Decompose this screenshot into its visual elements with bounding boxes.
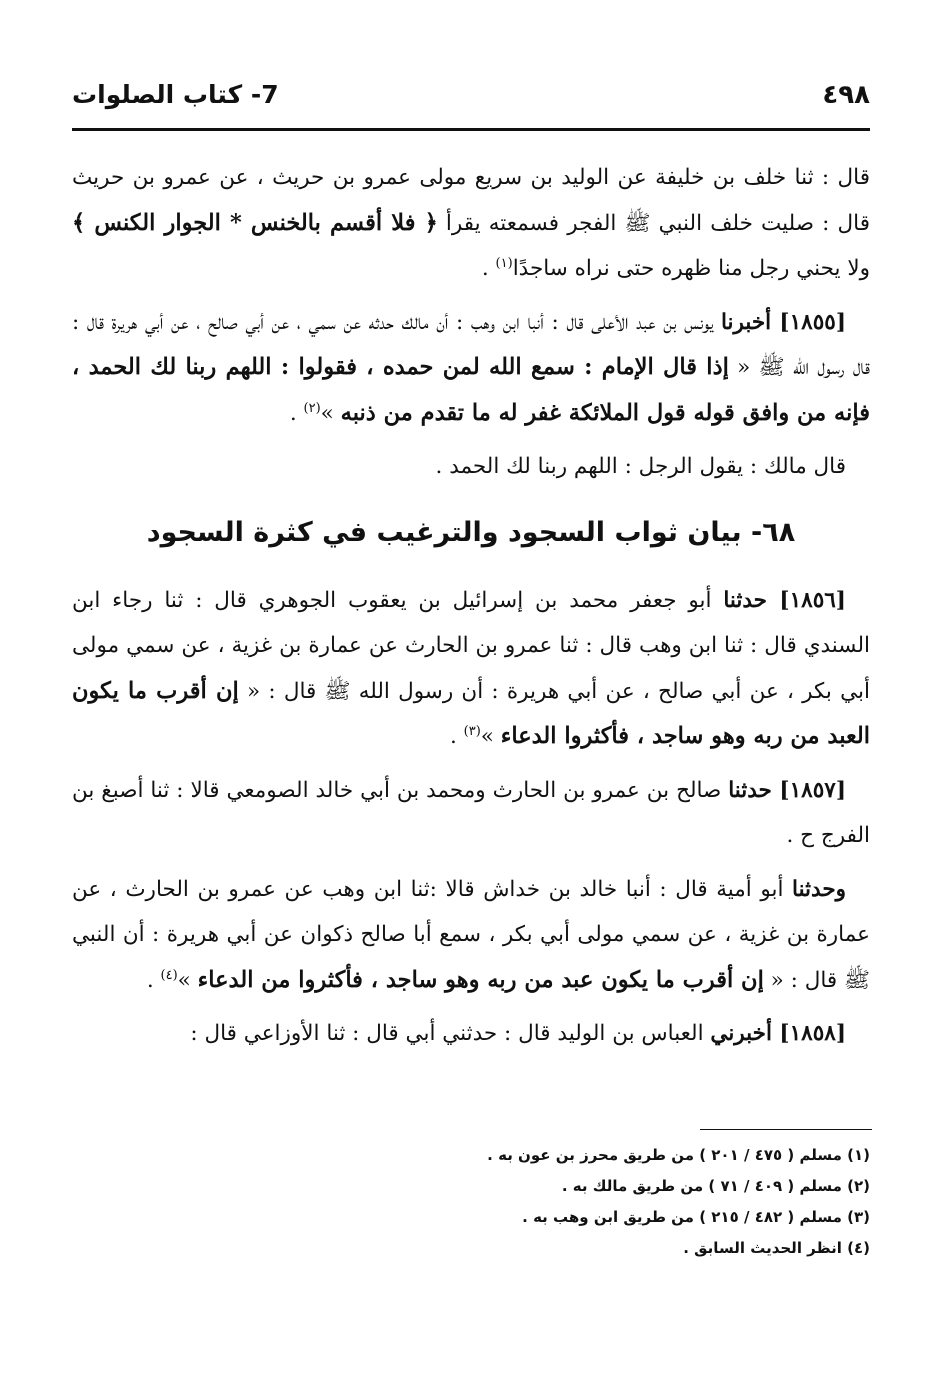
paragraph-hadith-1858 — [72, 1011, 870, 1057]
hadith-number: [١٨٥٨] — [779, 1021, 846, 1046]
hadith-matn: إن أقرب ما يكون عبد من ربه وهو ساجد ، فأكثروا من الدعاء — [197, 966, 764, 993]
footnote-rule — [700, 1129, 872, 1130]
paragraph-text: . — [289, 400, 304, 426]
footnote-item: (٤) انظر الحديث السابق . — [683, 1239, 870, 1257]
paragraph-text: أبو جعفر محمد بن إسرائيل بن يعقوب الجوهري قال : ثنا رجاء ابن السندي قال : ثنا ابن وهب قال : ثنا عمرو بن الحارث عن عمارة بن غزية ، عن سمي مولى أبي بكر ، عن أبي صالح ، عن أبي هريرة : أن رسول الله ﷺ قال : « — [72, 587, 870, 704]
main-text — [72, 155, 870, 1065]
paragraph-hadith-1857-second-chain — [72, 867, 870, 1004]
footnote-ref: (٣) — [463, 723, 481, 739]
paragraph-text: . — [146, 967, 161, 993]
paragraph-text: العباس بن الوليد قال : حدثني أبي قال : ثنا الأوزاعي قال : — [190, 1021, 711, 1046]
narration-lead: أخبرني — [710, 1021, 780, 1046]
paragraph-text: أبو أمية قال : أنبا خالد بن خداش قالا :ثنا ابن وهب عن عمرو بن الحارث ، عن عمارة بن غزية ، عن سمي مولى أبي بكر ، سمع أبا صالح ذكوان عن أبي هريرة : أن النبي ﷺ قال : « — [72, 876, 870, 993]
chapter-heading: ٦٨- بيان ثواب السجود والترغيب في كثرة السجود — [146, 516, 796, 548]
footnote-ref: (٢) — [303, 400, 321, 416]
paragraph-text: . — [449, 724, 464, 749]
footnote-item: (١) مسلم ( ٤٧٥ / ٢٠١ ) من طريق محرز بن عون به . — [487, 1146, 870, 1164]
hadith-matn: إن أقرب ما يكون العبد من ربه وهو ساجد ، فأكثروا الدعاء — [72, 677, 870, 749]
paragraph-hadith-1857 — [72, 768, 870, 859]
narration-lead: أخبرنا — [720, 309, 780, 335]
hadith-number: [١٨٥٥] — [779, 309, 846, 335]
paragraph-text: ولا يحني رجل منا ظهره حتى نراه ساجدًا — [512, 256, 870, 281]
running-title: 7- كتاب الصلوات — [72, 80, 279, 109]
narration-lead: حدثنا — [723, 587, 780, 613]
quran-verse: ﴿ فلا أقسم بالخنس * الجوار الكنس ﴾ — [72, 209, 438, 236]
footnote-ref: (١) — [495, 255, 513, 271]
header-rule — [72, 128, 870, 131]
paragraph-malik-note: قال مالك : يقول الرجل : اللهم ربنا لك الحمد . — [435, 454, 846, 479]
footnotes — [72, 1140, 870, 1264]
narration-lead: وحدثنا — [792, 876, 846, 902]
page-number: ٤٩٨ — [822, 80, 870, 110]
paragraph-text: » — [177, 967, 198, 993]
paragraph-hadith-continuation — [72, 155, 870, 292]
paragraph-text: صالح بن عمرو بن الحارث ومحمد بن أبي خالد الصومعي قالا : ثنا أصبغ بن الفرج ح . — [72, 777, 870, 848]
page-header — [72, 78, 870, 124]
paragraph-text: قال : ثنا خلف بن خليفة عن الوليد بن سريع مولى عمرو بن حريث ، عن عمرو بن حريث قال : صليت خلف النبي ﷺ الفجر فسمعته يقرأ — [72, 165, 870, 236]
narration-lead: حدثنا — [728, 777, 780, 803]
paragraph-text: » — [320, 400, 341, 426]
footnote-item: (٣) مسلم ( ٤٨٢ / ٢١٥ ) من طريق ابن وهب به . — [522, 1208, 870, 1226]
paragraph-hadith-1855 — [72, 300, 870, 437]
paragraph-text: » — [480, 724, 501, 749]
hadith-matn: إذا قال الإمام : سمع الله لمن حمده ، فقولوا : اللهم ربنا لك الحمد ، فإنه من وافق قوله قول الملائكة غفر له ما تقدم من ذنبه — [72, 354, 870, 426]
footnote-ref: (٤) — [160, 967, 178, 983]
hadith-number: [١٨٥٧] — [779, 777, 846, 803]
paragraph-text: . — [481, 256, 496, 281]
paragraph-hadith-1856 — [72, 578, 870, 760]
footnote-item: (٢) مسلم ( ٤٠٩ / ٧١ ) من طريق مالك به . — [561, 1177, 870, 1195]
paragraph-text: يونس بن عبد الأعلى قال : أنبا ابن وهب : أن مالك حدثه عن سمي ، عن أبي صالح ، عن أبي هريرة قال : قال رسول الله ﷺ « — [72, 309, 870, 380]
hadith-number: [١٨٥٦] — [779, 587, 846, 613]
